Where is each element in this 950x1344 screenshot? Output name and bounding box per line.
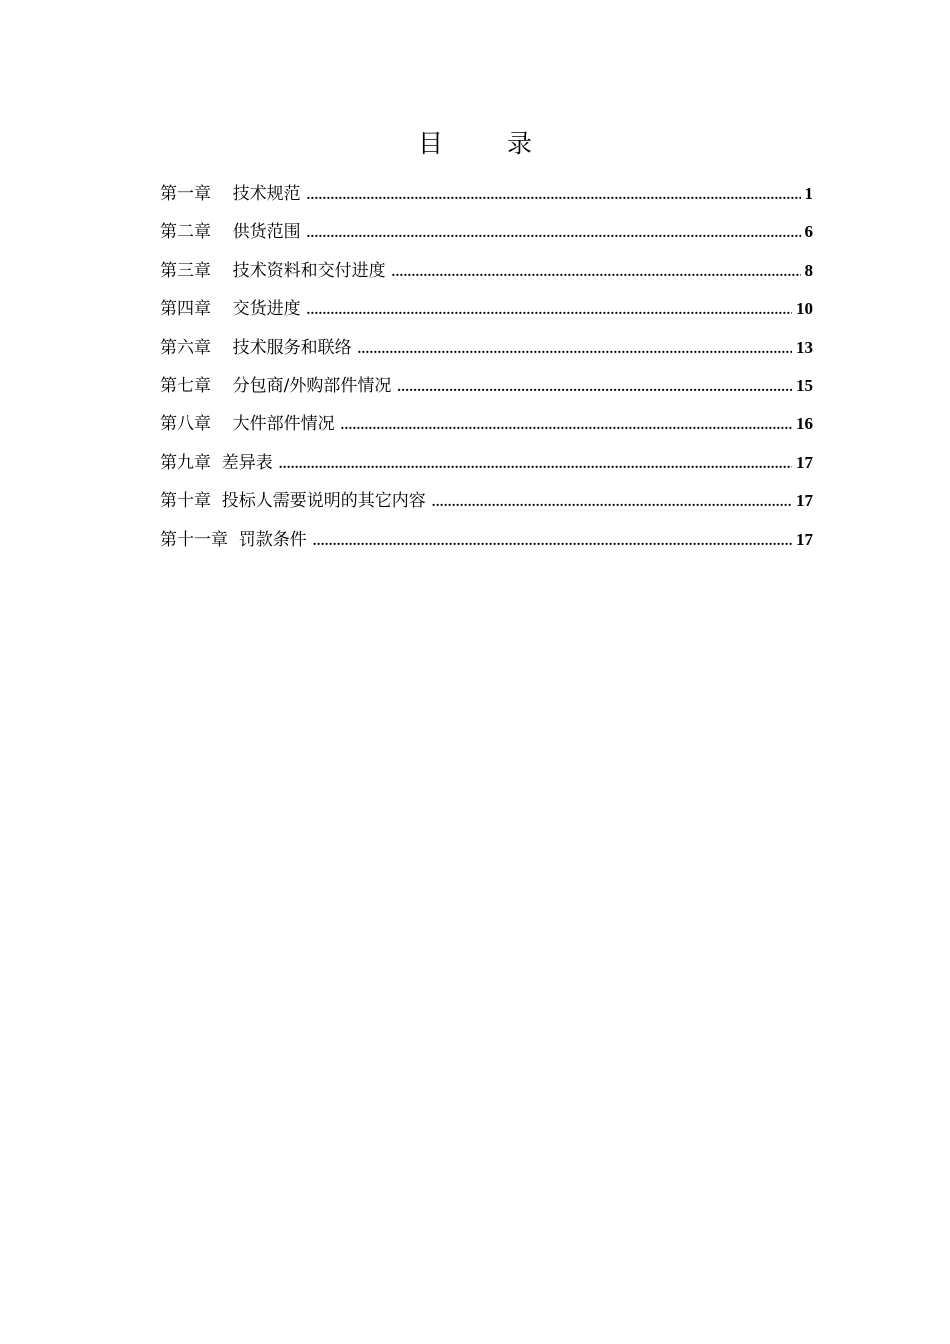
toc-entry (160, 524, 813, 562)
toc-page-number: 13 (796, 337, 813, 357)
toc-entry (160, 255, 813, 293)
toc-dot-leader (279, 449, 792, 481)
toc-title: 目 录 (418, 129, 560, 158)
toc-chapter-title: 第二章 供货范围 (160, 222, 301, 243)
toc-entry (160, 485, 813, 523)
toc-entry (160, 447, 813, 485)
toc-chapter-title: 第九章 差异表 (160, 452, 273, 473)
toc-page-number: 1 (804, 184, 813, 203)
toc-page-number: 15 (796, 375, 813, 395)
toc-chapter-title: 第一章 技术规范 (160, 184, 301, 204)
toc-entry (160, 370, 813, 408)
table-of-contents (160, 178, 813, 562)
toc-dot-leader (307, 180, 801, 212)
toc-page-number: 8 (804, 260, 813, 280)
toc-page-number: 17 (796, 529, 813, 549)
toc-page-number: 6 (804, 222, 813, 242)
toc-page-number: 16 (796, 414, 813, 434)
toc-entry (160, 332, 813, 370)
toc-dot-leader (313, 526, 792, 558)
toc-chapter-title: 第十章 投标人需要说明的其它内容 (160, 491, 426, 512)
toc-entry (160, 293, 813, 331)
toc-page-number: 10 (796, 299, 813, 319)
toc-dot-leader (307, 295, 792, 327)
toc-page-number: 17 (796, 491, 813, 511)
toc-dot-leader (397, 372, 792, 404)
toc-dot-leader (307, 218, 801, 250)
toc-dot-leader (341, 410, 792, 442)
toc-entry (160, 216, 813, 254)
toc-chapter-title: 第四章 交货进度 (160, 299, 301, 320)
toc-chapter-title: 第七章 分包商/外购部件情况 (160, 375, 392, 396)
toc-dot-leader (432, 487, 792, 519)
toc-chapter-title: 第三章 技术资料和交付进度 (160, 260, 386, 281)
toc-dot-leader (392, 257, 801, 289)
toc-entry (160, 178, 813, 216)
toc-page-number: 17 (796, 452, 813, 472)
toc-dot-leader (358, 334, 792, 366)
toc-chapter-title: 第十一章 罚款条件 (160, 529, 307, 550)
toc-chapter-title: 第八章 大件部件情况 (160, 414, 335, 435)
toc-chapter-title: 第六章 技术服务和联络 (160, 337, 352, 358)
toc-entry (160, 408, 813, 446)
